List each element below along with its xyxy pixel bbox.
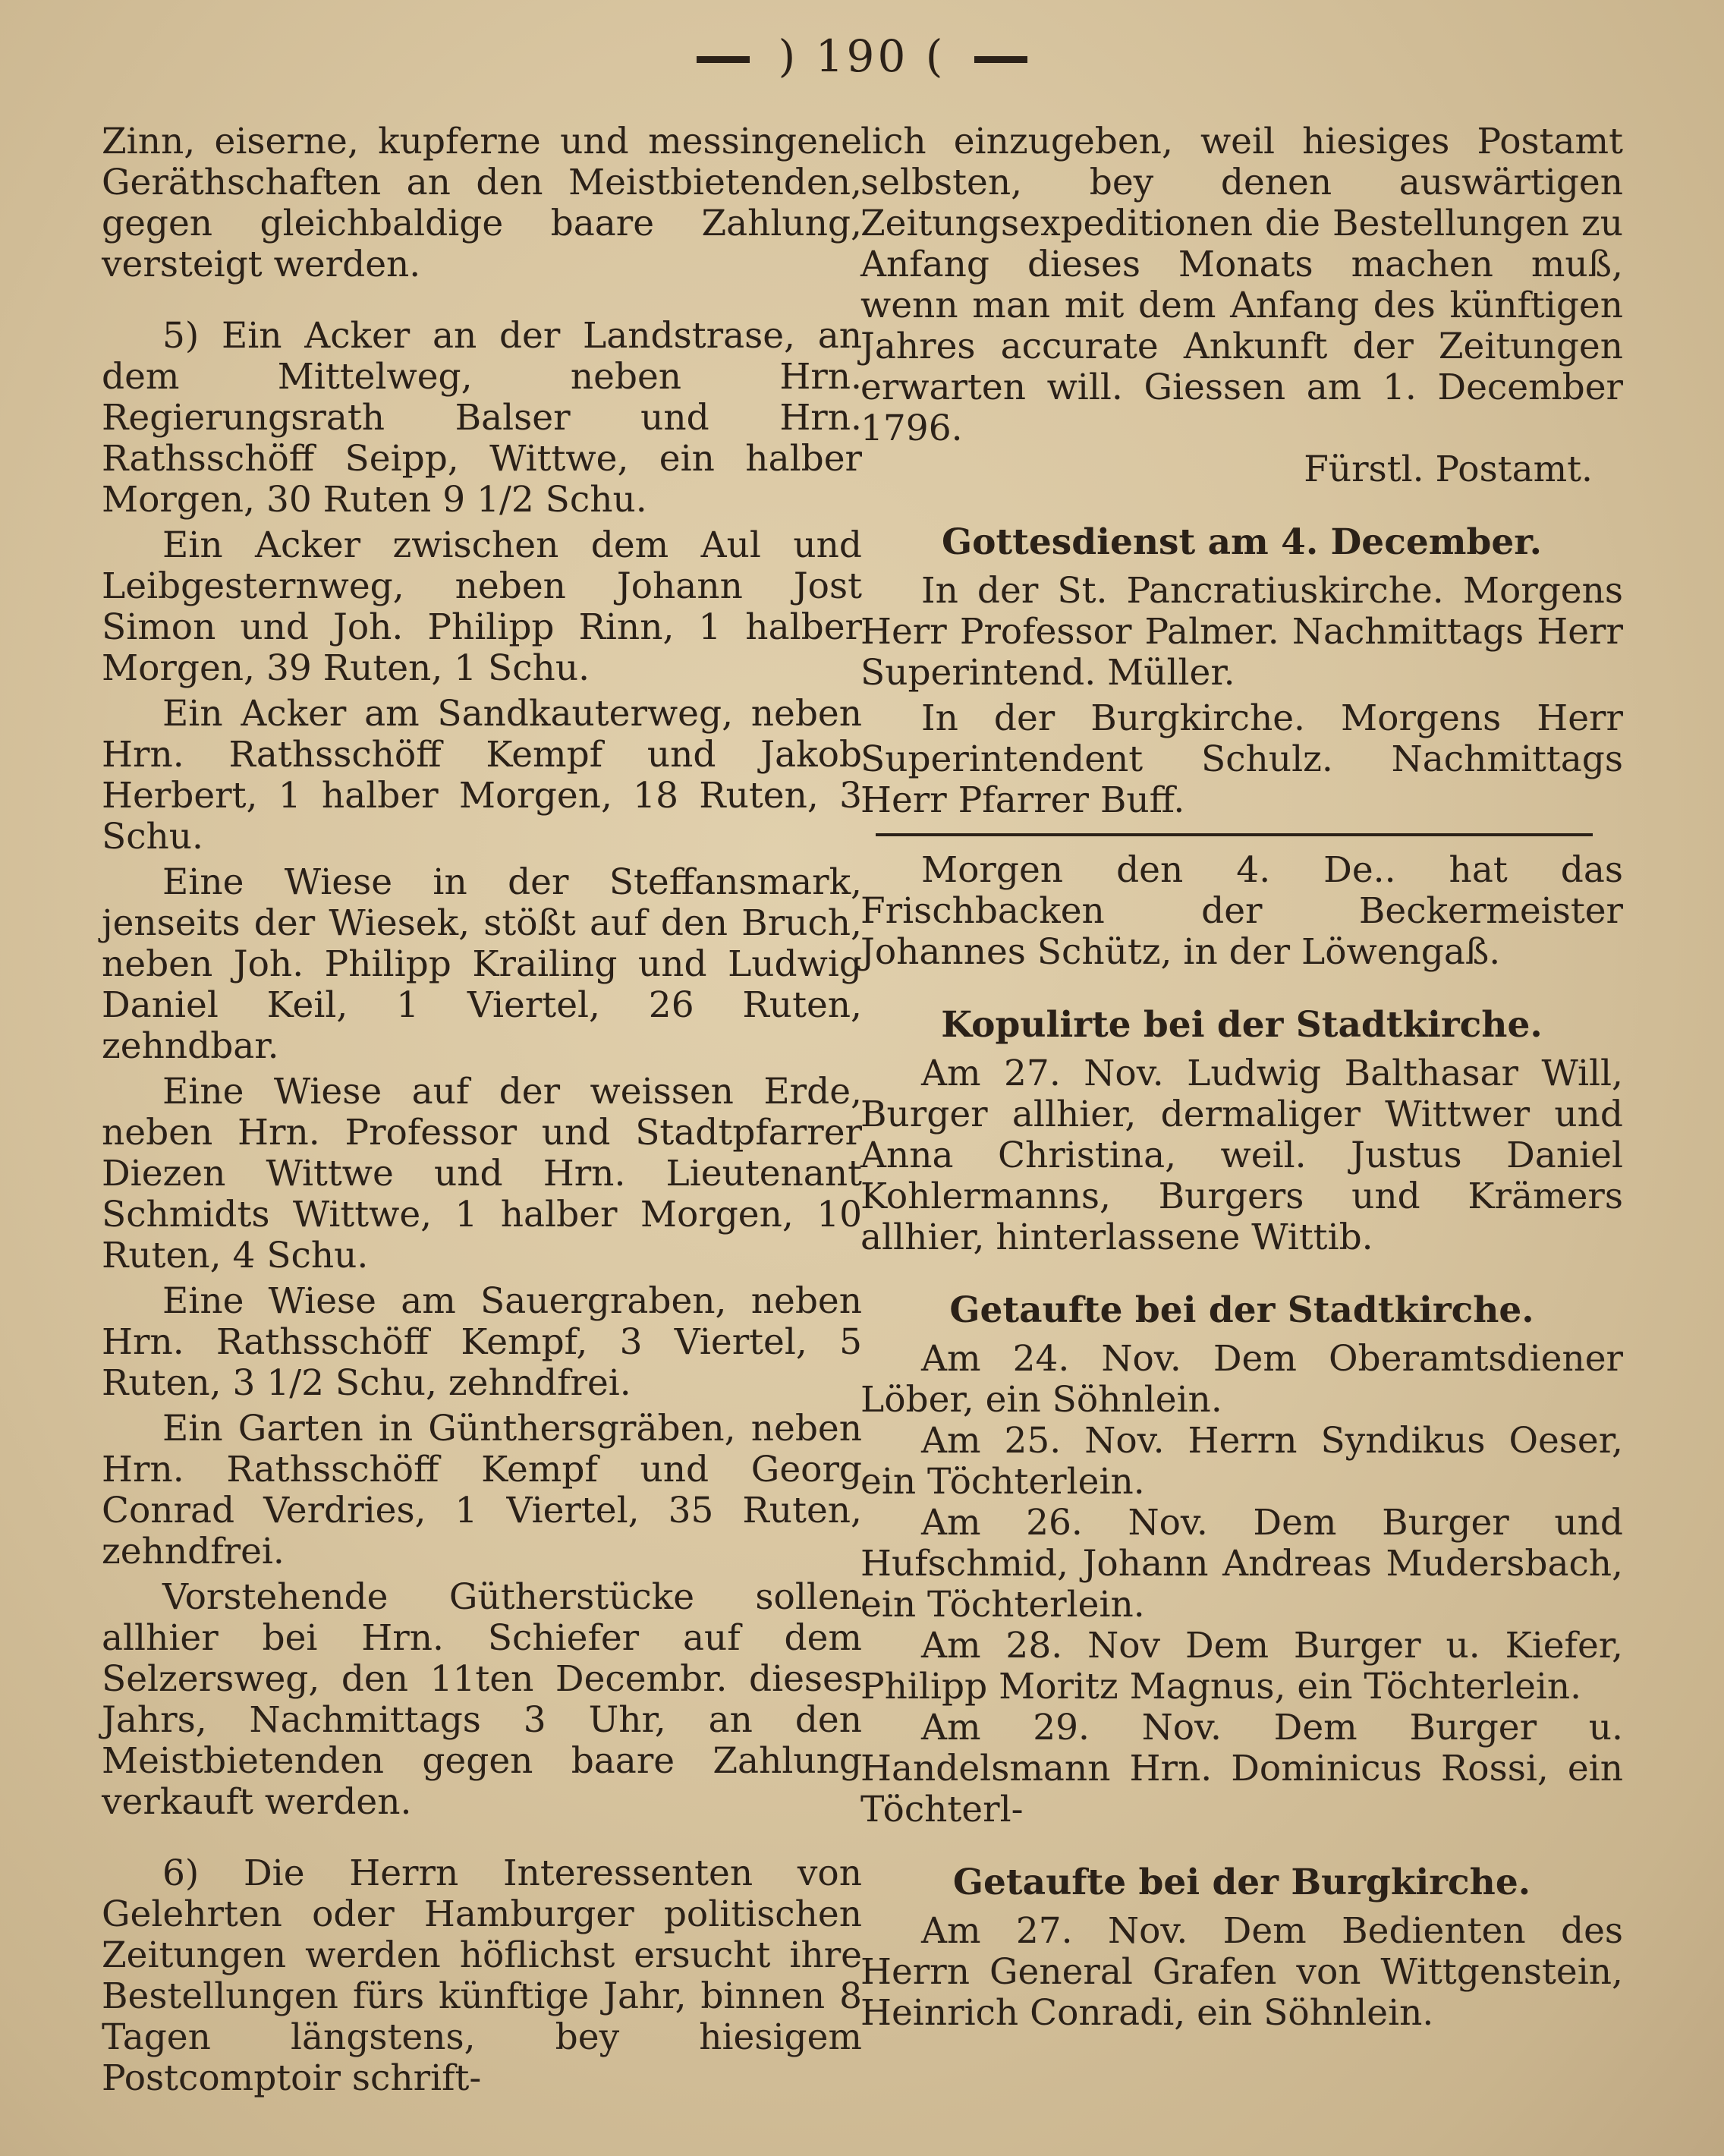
property-listing-3: Ein Acker am Sandkauterweg, neben Hrn. Rathsschöff Kempf und Jakob Herbert, 1 halber Morgen, 18 Ruten, 3 Schu. xyxy=(102,693,862,858)
baptism-entry: Am 25. Nov. Herrn Syndikus Oeser, ein Töchterlein. xyxy=(860,1420,1623,1503)
post-office-signature: Fürstl. Postamt. xyxy=(1304,449,1593,490)
baptism-entry: Am 26. Nov. Dem Burger und Hufschmid, Johann Andreas Mudersbach, ein Töchterlein. xyxy=(860,1502,1623,1626)
property-listing-4: Eine Wiese in der Steffansmark, jenseits der Wiesek, stößt auf den Bruch, neben Joh. Philipp Krailing und Ludwig Daniel Keil, 1 Viertel, 26 Ruten, zehndbar. xyxy=(102,861,862,1067)
baptism-entry: Am 24. Nov. Dem Oberamtsdiener Löber, ein Söhnlein. xyxy=(860,1338,1623,1421)
newspaper-subscription-notice: 6) Die Herrn Interessenten von Gelehrten oder Hamburger politischen Zeitungen werden höflichst ersucht ihre Bestellungen fürs künftige Jahr, binnen 8 Tagen längstens, bey hiesigem Postcomptoir schrift- xyxy=(102,1852,862,2099)
property-listing-6: Eine Wiese am Sauergraben, neben Hrn. Rathsschöff Kempf, 3 Viertel, 5 Ruten, 3 1/2 Schu, zehndfrei. xyxy=(102,1280,862,1404)
marriages-heading: Kopulirte bei der Stadtkirche. xyxy=(941,1004,1543,1046)
service-burgkirche: In der Burgkirche. Morgens Herr Superintendent Schulz. Nachmittags Herr Pfarrer Buff. xyxy=(860,697,1623,821)
baptism-entry: Am 29. Nov. Dem Burger u. Handelsmann Hrn. Dominicus Rossi, ein Töchterl- xyxy=(860,1707,1623,1830)
post-office-notice: lich einzugeben, weil hiesiges Postamt selbsten, bey denen auswärtigen Zeitungsexpeditionen die Bestellungen zu Anfang dieses Monats machen muß, wenn man mit dem Anfang des künftigen Jahres accurate Ankunft der Zeitungen erwarten will. Giessen am 1. December 1796. xyxy=(860,121,1623,449)
property-listing-2: Ein Acker zwischen dem Aul und Leibgesternweg, neben Johann Jost Simon und Joh. Philipp Rinn, 1 halber Morgen, 39 Ruten, 1 Schu. xyxy=(102,524,862,689)
auction-terms: Vorstehende Gütherstücke sollen allhier bei Hrn. Schiefer auf dem Selzersweg, den 11ten Decembr. dieses Jahrs, Nachmittags 3 Uhr, an den Meistbietenden gegen baare Zahlung verkauft werden. xyxy=(102,1576,862,1823)
property-listing-7: Ein Garten in Günthersgräben, neben Hrn. Rathsschöff Kempf und Georg Conrad Verdries, 1 Viertel, 35 Ruten, zehndfrei. xyxy=(102,1408,862,1572)
header-rule-right xyxy=(974,56,1027,63)
baptism-castle-entry: Am 27. Nov. Dem Bedienten des Herrn General Grafen von Wittgenstein, Heinrich Conradi, ein Söhnlein. xyxy=(860,1910,1623,2034)
service-heading: Gottesdienst am 4. December. xyxy=(941,521,1543,563)
baptism-entry: Am 28. Nov Dem Burger u. Kiefer, Philipp Moritz Magnus, ein Töchterlein. xyxy=(860,1625,1623,1707)
section-divider xyxy=(876,833,1593,836)
baptisms-city-heading: Getaufte bei der Stadtkirche. xyxy=(949,1289,1534,1331)
right-column xyxy=(860,121,1623,2034)
baptisms-castle-heading: Getaufte bei der Burgkirche. xyxy=(952,1862,1531,1903)
left-column xyxy=(102,121,862,2099)
page-header xyxy=(0,30,1724,82)
property-listing-5: Eine Wiese auf der weissen Erde, neben Hrn. Professor und Stadtpfarrer Diezen Wittwe und Hrn. Lieutenant Schmidts Wittwe, 1 halber Morgen, 10 Ruten, 4 Schu. xyxy=(102,1071,862,1276)
baker-notice: Morgen den 4. De.. hat das Frischbacken der Beckermeister Johannes Schütz, in der Löwengaß. xyxy=(860,849,1623,973)
marriage-entry: Am 27. Nov. Ludwig Balthasar Will, Burger allhier, dermaliger Wittwer und Anna Christina, weil. Justus Daniel Kohlermanns, Burgers und Krämers allhier, hinterlassene Wittib. xyxy=(860,1053,1623,1258)
property-listing-1: 5) Ein Acker an der Landstrase, an dem Mittelweg, neben Hrn. Regierungsrath Balser und Hrn. Rathsschöff Seipp, Wittwe, ein halber Morgen, 30 Ruten 9 1/2 Schu. xyxy=(102,315,862,521)
service-pancratius: In der St. Pancratiuskirche. Morgens Herr Professor Palmer. Nachmittags Herr Superintend. Müller. xyxy=(860,570,1623,694)
header-rule-left xyxy=(697,56,750,63)
page-number: ) 190 ( xyxy=(778,30,946,82)
auction-metalware-text: Zinn, eiserne, kupferne und messingene Geräthschaften an den Meistbietenden, gegen gleichbaldige baare Zahlung, versteigt werden. xyxy=(102,121,862,285)
